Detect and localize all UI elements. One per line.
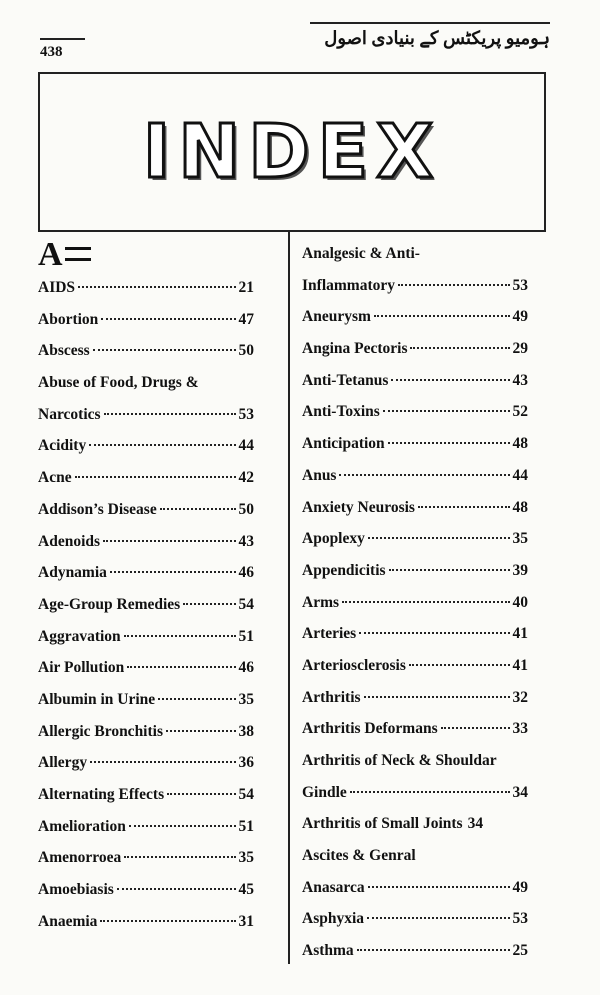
index-page-number: 52 xyxy=(512,403,528,421)
index-entry xyxy=(38,811,254,843)
dot-leader xyxy=(339,474,509,476)
index-term: Age-Group Remedies xyxy=(38,595,181,613)
index-term: Amelioration xyxy=(38,817,126,835)
index-term: Aggravation xyxy=(38,627,121,645)
dot-leader xyxy=(409,664,510,666)
index-term: Inflammatory xyxy=(302,276,395,294)
index-entry xyxy=(38,779,254,811)
index-entry xyxy=(302,396,528,428)
index-page-number: 39 xyxy=(512,561,528,579)
header-rule-left xyxy=(40,38,85,40)
index-entry xyxy=(38,874,254,906)
index-entry xyxy=(302,270,528,302)
dot-leader xyxy=(398,284,510,286)
running-head: ہومیو پریکٹس کے بنیادی اصول xyxy=(324,28,550,48)
dot-leader xyxy=(158,698,235,700)
index-term: Arthritis xyxy=(302,688,361,706)
index-term: Anaemia xyxy=(38,912,98,930)
index-entry xyxy=(302,713,528,745)
index-entry xyxy=(302,523,528,555)
index-title: INDEX xyxy=(142,109,442,195)
dot-leader xyxy=(100,920,235,922)
index-term: Arteries xyxy=(302,625,357,643)
dot-leader xyxy=(167,793,235,795)
index-term: Adenoids xyxy=(38,532,101,550)
dot-leader xyxy=(350,791,510,793)
index-entry xyxy=(38,652,254,684)
index-entry xyxy=(38,335,254,367)
section-letter: A xyxy=(38,236,63,273)
index-page-number: 46 xyxy=(238,564,254,582)
index-page-number: 42 xyxy=(238,469,254,487)
index-term: Acne xyxy=(38,469,72,487)
index-term: Allergy xyxy=(38,754,88,772)
index-page-number: 35 xyxy=(512,530,528,548)
index-term: Abscess xyxy=(38,342,90,360)
index-term: Albumin in Urine xyxy=(38,690,156,708)
index-page-number: 44 xyxy=(238,437,254,455)
index-page-number: 31 xyxy=(238,912,254,930)
index-page-number: 51 xyxy=(238,817,254,835)
index-page-number: 35 xyxy=(238,690,254,708)
index-term: Allergic Bronchitis xyxy=(38,722,163,740)
index-term: Arthritis of Neck & Shouldar xyxy=(302,752,497,769)
index-page-number: 48 xyxy=(512,498,528,516)
dot-leader xyxy=(368,886,510,888)
dot-leader xyxy=(101,318,235,320)
index-entry xyxy=(302,460,528,492)
index-entry xyxy=(302,333,528,365)
index-entry xyxy=(302,365,528,397)
index-term: Anasarca xyxy=(302,878,365,896)
index-entry xyxy=(302,650,528,682)
page-number: 438 xyxy=(40,44,63,60)
section-heading xyxy=(38,238,91,272)
dot-leader xyxy=(104,413,236,415)
index-entry xyxy=(302,935,528,967)
index-page-number: 35 xyxy=(238,849,254,867)
left-index-column xyxy=(38,272,254,937)
index-term: Abortion xyxy=(38,310,99,328)
dot-leader xyxy=(357,949,510,951)
dot-leader xyxy=(391,379,509,381)
index-page-number: 53 xyxy=(512,910,528,928)
dot-leader xyxy=(441,727,510,729)
index-term: Alternating Effects xyxy=(38,786,165,803)
right-index-column xyxy=(302,238,528,967)
dot-leader xyxy=(342,601,509,603)
index-page-number: 33 xyxy=(512,720,528,738)
dot-leader xyxy=(117,888,236,890)
index-term: Appendicitis xyxy=(302,561,386,579)
index-page-number: 50 xyxy=(238,500,254,518)
index-entry xyxy=(302,428,528,460)
index-term: Angina Pectoris xyxy=(302,340,408,358)
index-entry xyxy=(302,492,528,524)
index-page-number: 43 xyxy=(238,532,254,550)
dot-leader xyxy=(75,476,236,478)
dot-leader xyxy=(89,444,235,446)
index-entry xyxy=(38,304,254,336)
index-page-number: 21 xyxy=(238,279,254,296)
index-page-number: 53 xyxy=(512,276,528,294)
index-page-number: 45 xyxy=(238,881,254,899)
dot-leader xyxy=(389,569,510,571)
index-page-number: 47 xyxy=(238,310,254,328)
index-entry xyxy=(38,842,254,874)
index-term: Arms xyxy=(302,593,340,611)
index-entry xyxy=(302,808,528,840)
index-term: Air Pollution xyxy=(38,659,125,677)
index-term: Analgesic & Anti- xyxy=(302,245,420,262)
index-term: Acidity xyxy=(38,437,87,455)
column-divider xyxy=(288,232,290,964)
dot-leader xyxy=(383,410,510,412)
index-term: AIDS xyxy=(38,279,76,296)
index-page-number: 34 xyxy=(467,815,484,833)
dot-leader xyxy=(388,442,510,444)
index-entry xyxy=(302,840,528,872)
index-term: Anti-Tetanus xyxy=(302,371,389,389)
dot-leader xyxy=(127,666,235,668)
index-page-number: 53 xyxy=(238,405,254,423)
index-page-number: 44 xyxy=(512,466,528,484)
dot-leader xyxy=(364,696,510,698)
index-entry xyxy=(38,589,254,621)
index-term: Anticipation xyxy=(302,435,385,453)
index-page-number: 51 xyxy=(238,627,254,645)
index-entry xyxy=(38,621,254,653)
index-term: Arthritis Deformans xyxy=(302,720,438,738)
index-page-number: 54 xyxy=(238,595,254,613)
index-page-number: 36 xyxy=(238,754,254,772)
dot-leader xyxy=(124,635,236,637)
index-entry xyxy=(38,747,254,779)
section-bars-icon xyxy=(65,247,91,261)
index-entry xyxy=(38,684,254,716)
dot-leader xyxy=(160,508,236,510)
dot-leader xyxy=(90,761,235,763)
index-entry xyxy=(302,682,528,714)
index-term: Gindle xyxy=(302,783,347,801)
index-page-number: 34 xyxy=(512,783,528,801)
index-term: Narcotics xyxy=(38,405,101,423)
index-page-number: 38 xyxy=(238,722,254,740)
dot-leader xyxy=(78,286,235,288)
index-term: Aneurysm xyxy=(302,308,371,326)
index-entry xyxy=(302,872,528,904)
index-page-number: 50 xyxy=(238,342,254,360)
index-term: Asthma xyxy=(302,942,354,960)
index-term: Abuse of Food, Drugs & xyxy=(38,374,199,392)
index-entry xyxy=(302,301,528,333)
index-page-number: 32 xyxy=(512,688,528,706)
index-entry xyxy=(302,555,528,587)
index-page-number: 46 xyxy=(238,659,254,677)
index-term: Amoebiasis xyxy=(38,881,114,899)
index-entry xyxy=(302,903,528,935)
index-entry xyxy=(302,238,528,270)
index-term: Amenorroea xyxy=(38,849,122,867)
dot-leader xyxy=(410,347,509,349)
index-term: Arthritis of Small Joints xyxy=(302,815,463,833)
index-term: Asphyxia xyxy=(302,910,365,928)
index-entry xyxy=(302,618,528,650)
index-entry xyxy=(38,430,254,462)
index-term: Anti-Toxins xyxy=(302,403,380,421)
dot-leader xyxy=(367,917,509,919)
dot-leader xyxy=(93,349,236,351)
index-entry xyxy=(38,557,254,589)
index-term: Apoplexy xyxy=(302,530,365,548)
dot-leader xyxy=(110,571,236,573)
index-title-box xyxy=(38,72,546,232)
index-entry xyxy=(38,526,254,558)
dot-leader xyxy=(183,603,235,605)
index-page-number: 41 xyxy=(512,656,528,674)
index-term: Addison’s Disease xyxy=(38,500,157,518)
dot-leader xyxy=(103,540,235,542)
dot-leader xyxy=(129,825,236,827)
index-page-number: 40 xyxy=(512,593,528,611)
index-page-number: 48 xyxy=(512,435,528,453)
index-term: Ascites & Genral xyxy=(302,847,416,865)
dot-leader xyxy=(359,632,509,634)
index-entry xyxy=(38,367,254,399)
dot-leader xyxy=(124,856,235,858)
index-term: Anxiety Neurosis xyxy=(302,498,415,516)
index-term: Anus xyxy=(302,466,337,484)
index-entry xyxy=(38,494,254,526)
index-page-number: 49 xyxy=(512,878,528,896)
index-entry xyxy=(302,777,528,809)
dot-leader xyxy=(368,537,510,539)
header-rule-right xyxy=(310,22,550,24)
index-page-number: 29 xyxy=(512,340,528,358)
index-page-number: 41 xyxy=(512,625,528,643)
index-entry xyxy=(302,745,528,777)
dot-leader xyxy=(166,730,236,732)
index-entry xyxy=(302,587,528,619)
index-page-number: 43 xyxy=(512,371,528,389)
index-page-number: 54 xyxy=(238,786,254,803)
index-term: Adynamia xyxy=(38,564,107,582)
index-entry xyxy=(38,272,254,304)
index-entry xyxy=(38,906,254,938)
index-entry xyxy=(38,716,254,748)
index-page-number: 49 xyxy=(512,308,528,326)
index-page-number: 25 xyxy=(512,942,528,960)
index-term: Arteriosclerosis xyxy=(302,656,406,674)
dot-leader xyxy=(374,315,510,317)
index-entry xyxy=(38,462,254,494)
index-entry xyxy=(38,399,254,431)
dot-leader xyxy=(418,506,510,508)
